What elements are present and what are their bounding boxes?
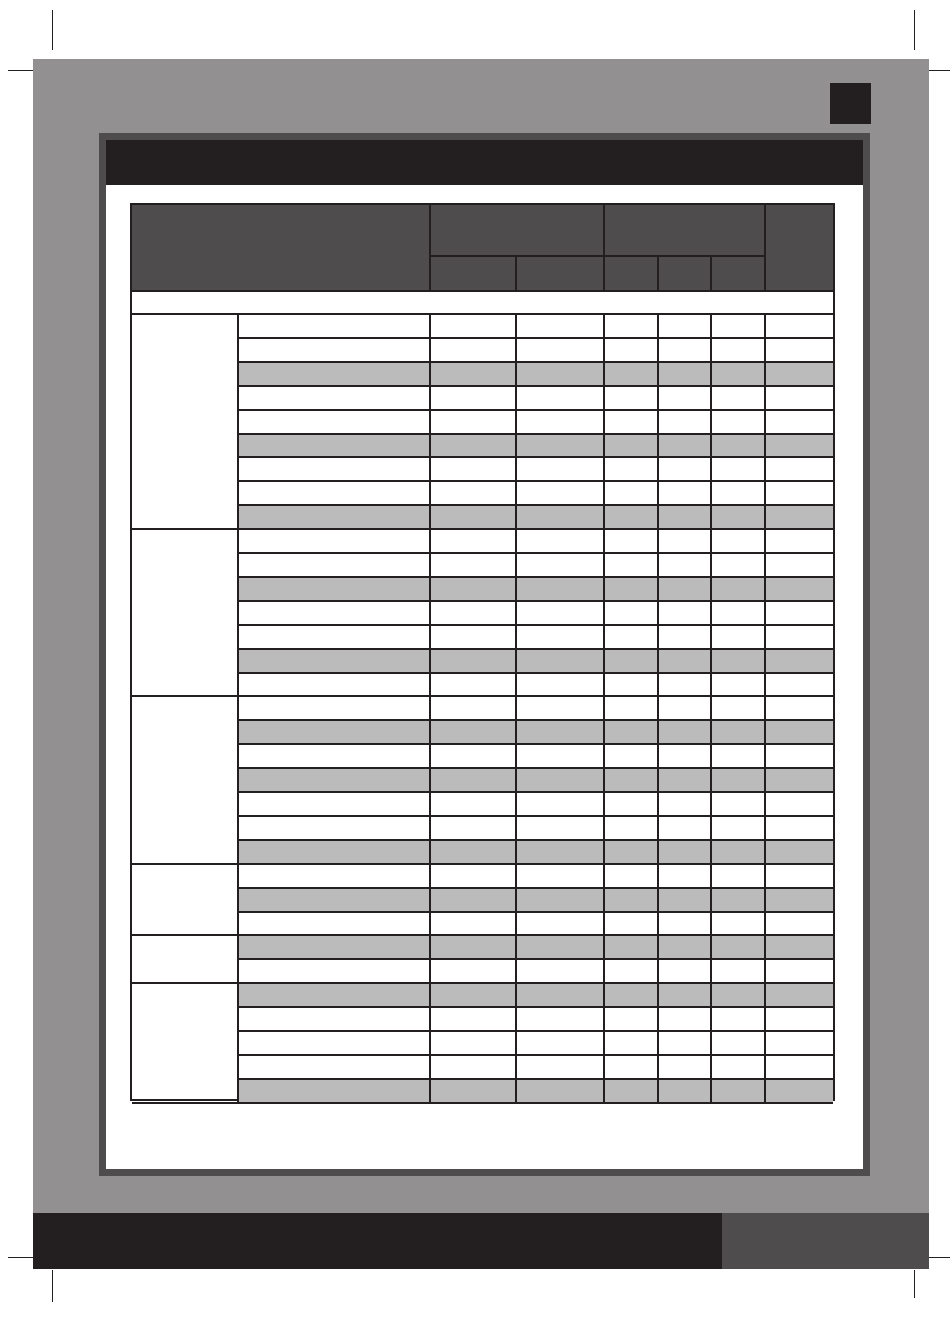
header-divider bbox=[429, 205, 431, 290]
shaded-row bbox=[238, 768, 833, 792]
group-divider bbox=[132, 695, 238, 697]
subheader-divider bbox=[132, 290, 833, 292]
shaded-row bbox=[238, 720, 833, 744]
crop-mark bbox=[914, 10, 915, 50]
header-divider bbox=[515, 255, 517, 290]
row-divider bbox=[238, 982, 833, 984]
column-divider bbox=[237, 314, 239, 1103]
header-divider bbox=[430, 255, 765, 257]
row-divider bbox=[238, 958, 833, 960]
row-divider bbox=[238, 552, 833, 554]
crop-mark bbox=[52, 1270, 53, 1302]
crop-mark bbox=[914, 1270, 915, 1298]
row-divider bbox=[238, 313, 833, 315]
shaded-row bbox=[238, 935, 833, 959]
row-divider bbox=[238, 1054, 833, 1056]
shaded-row bbox=[238, 434, 833, 458]
page-number-tab bbox=[830, 83, 871, 124]
row-divider bbox=[238, 624, 833, 626]
group-divider bbox=[132, 313, 238, 315]
group-divider bbox=[132, 982, 238, 984]
row-divider bbox=[238, 456, 833, 458]
spec-table bbox=[130, 203, 835, 1101]
row-divider bbox=[238, 791, 833, 793]
header-divider bbox=[603, 205, 605, 290]
shaded-row bbox=[238, 1079, 833, 1103]
group-divider bbox=[132, 863, 238, 865]
row-divider bbox=[238, 767, 833, 769]
row-divider bbox=[238, 839, 833, 841]
row-divider bbox=[238, 743, 833, 745]
column-divider bbox=[657, 314, 659, 1103]
row-divider bbox=[238, 695, 833, 697]
row-divider bbox=[238, 504, 833, 506]
group-divider bbox=[132, 1102, 238, 1104]
row-divider bbox=[238, 887, 833, 889]
shaded-row bbox=[238, 649, 833, 673]
row-divider bbox=[238, 385, 833, 387]
header-divider bbox=[764, 205, 766, 290]
group-divider bbox=[132, 934, 238, 936]
footer-bar bbox=[33, 1213, 722, 1269]
row-divider bbox=[238, 1006, 833, 1008]
shaded-row bbox=[238, 888, 833, 912]
row-divider bbox=[238, 911, 833, 913]
row-divider bbox=[238, 409, 833, 411]
row-divider bbox=[238, 1102, 833, 1104]
footer-accent bbox=[722, 1213, 929, 1269]
header-divider bbox=[657, 255, 659, 290]
row-divider bbox=[238, 1078, 833, 1080]
panel-title-bar bbox=[106, 140, 863, 185]
row-divider bbox=[238, 672, 833, 674]
row-divider bbox=[238, 719, 833, 721]
crop-mark bbox=[52, 10, 53, 50]
row-divider bbox=[238, 480, 833, 482]
shaded-row bbox=[238, 983, 833, 1007]
group-divider bbox=[132, 528, 238, 530]
shaded-row bbox=[238, 577, 833, 601]
header-divider bbox=[237, 205, 239, 290]
row-divider bbox=[238, 1030, 833, 1032]
shaded-row bbox=[238, 840, 833, 864]
row-divider bbox=[238, 361, 833, 363]
row-divider bbox=[238, 863, 833, 865]
column-divider bbox=[710, 314, 712, 1103]
row-divider bbox=[238, 815, 833, 817]
row-divider bbox=[238, 528, 833, 530]
shaded-row bbox=[238, 505, 833, 529]
column-divider bbox=[764, 314, 766, 1103]
shaded-row bbox=[238, 362, 833, 386]
header-divider bbox=[710, 255, 712, 290]
column-divider bbox=[515, 314, 517, 1103]
row-divider bbox=[238, 934, 833, 936]
row-divider bbox=[238, 600, 833, 602]
row-divider bbox=[238, 337, 833, 339]
row-divider bbox=[238, 433, 833, 435]
row-divider bbox=[238, 576, 833, 578]
row-divider bbox=[238, 648, 833, 650]
column-divider bbox=[603, 314, 605, 1103]
column-divider bbox=[429, 314, 431, 1103]
